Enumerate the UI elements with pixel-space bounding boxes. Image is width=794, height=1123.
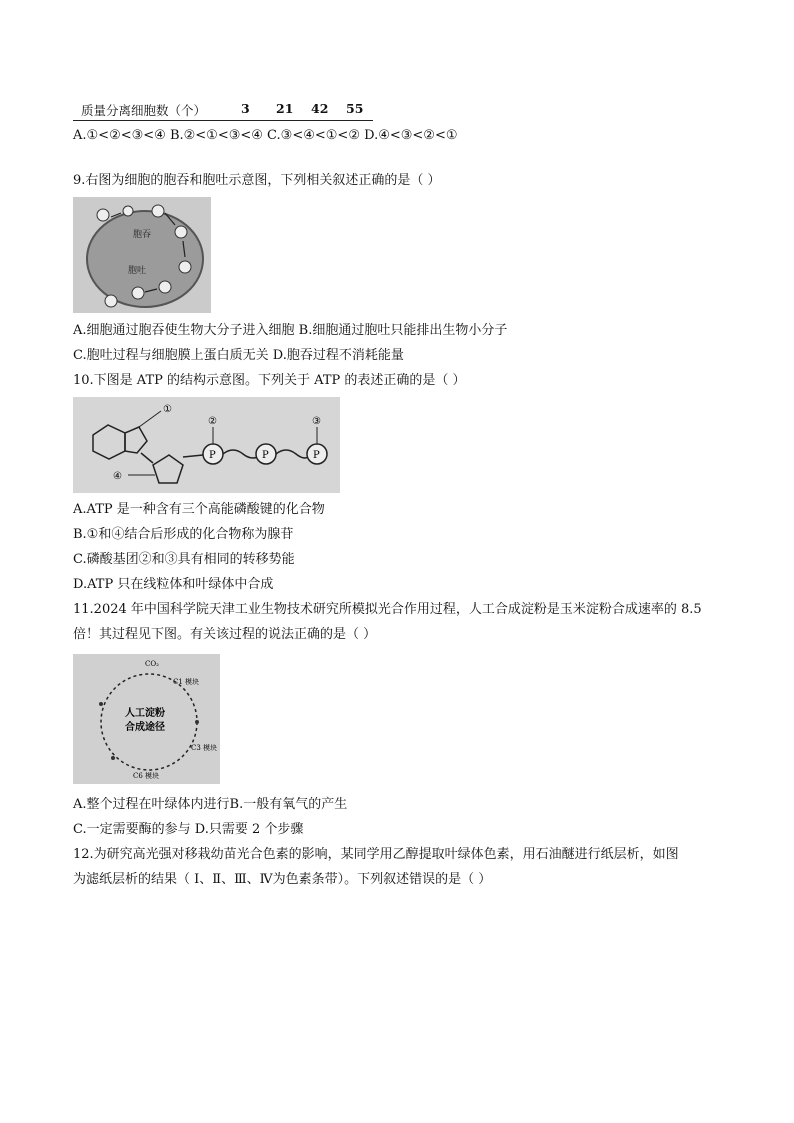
c1-module-label: C1 模块 [173, 678, 200, 686]
table-cell: 42 [311, 101, 329, 116]
table-cell: 21 [276, 101, 294, 116]
label-3: ③ [312, 416, 321, 427]
q8-options: A.①<②<③<④ B.②<①<③<④ C.③<④<①<② D.④<③<②<① [73, 128, 458, 143]
q12-stem-line2: 为滤纸层析的结果（ Ⅰ、Ⅱ、Ⅲ、Ⅳ为色素条带）。下列叙述错误的是（ ） [73, 872, 492, 887]
q10-option-d: D.ATP 只在线粒体和叶绿体中合成 [73, 577, 274, 592]
c6-module-label: C6 模块 [133, 772, 160, 780]
table-row-label: 质量分离细胞数（个） [81, 103, 207, 118]
q11-stem-line1: 11.2024 年中国科学院天津工业生物技术研究所模拟光合作用过程，人工合成淀粉是玉米淀粉合成速率的 8.5 [73, 602, 702, 617]
label-2: ② [208, 416, 217, 427]
q11-option-ab: A.整个过程在叶绿体内进行B.一般有氧气的产生 [73, 797, 348, 812]
atp-structure-figure [73, 397, 340, 493]
pathway-center-line2: 合成途径 [125, 722, 165, 733]
phosphate-label: P [262, 450, 269, 461]
table-cell: 55 [346, 101, 364, 116]
endocytosis-exocytosis-figure [73, 197, 211, 313]
phosphate-label: P [313, 450, 320, 461]
label-4: ④ [113, 471, 122, 482]
table-cell: 3 [241, 101, 250, 116]
q10-option-c: C.磷酸基团②和③具有相同的转移势能 [73, 552, 295, 567]
label-1: ① [163, 404, 172, 415]
co2-label: CO₂ [145, 660, 159, 668]
figure-label-endocytosis: 胞吞 [133, 230, 152, 240]
pathway-center-line1: 人工淀粉 [125, 708, 165, 719]
q12-stem-line1: 12.为研究高光强对移栽幼苗光合色素的影响，某同学用乙醇提取叶绿体色素，用石油醚进行纸层析，如图 [73, 847, 679, 862]
figure-label-exocytosis: 胞吐 [128, 266, 147, 276]
q10-stem: 10.下图是 ATP 的结构示意图。下列关于 ATP 的表述正确的是（ ） [73, 373, 466, 388]
q11-option-cd: C.一定需要酶的参与 D.只需要 2 个步骤 [73, 822, 304, 837]
c3-module-label: C3 模块 [191, 744, 218, 752]
q9-option-ab: A.细胞通过胞吞使生物大分子进入细胞 B.细胞通过胞吐只能排出生物小分子 [73, 323, 508, 338]
data-table-row [73, 100, 373, 121]
q9-stem: 9.右图为细胞的胞吞和胞吐示意图，下列相关叙述正确的是（ ） [73, 173, 441, 188]
q10-option-b: B.①和④结合后形成的化合物称为腺苷 [73, 527, 294, 542]
phosphate-label: P [209, 450, 216, 461]
q11-stem-line2: 倍！其过程见下图。有关该过程的说法正确的是（ ） [73, 627, 377, 642]
q10-option-a: A.ATP 是一种含有三个高能磷酸键的化合物 [73, 502, 325, 517]
q9-option-cd: C.胞吐过程与细胞膜上蛋白质无关 D.胞吞过程不消耗能量 [73, 348, 404, 363]
artificial-starch-pathway-figure [73, 654, 220, 784]
